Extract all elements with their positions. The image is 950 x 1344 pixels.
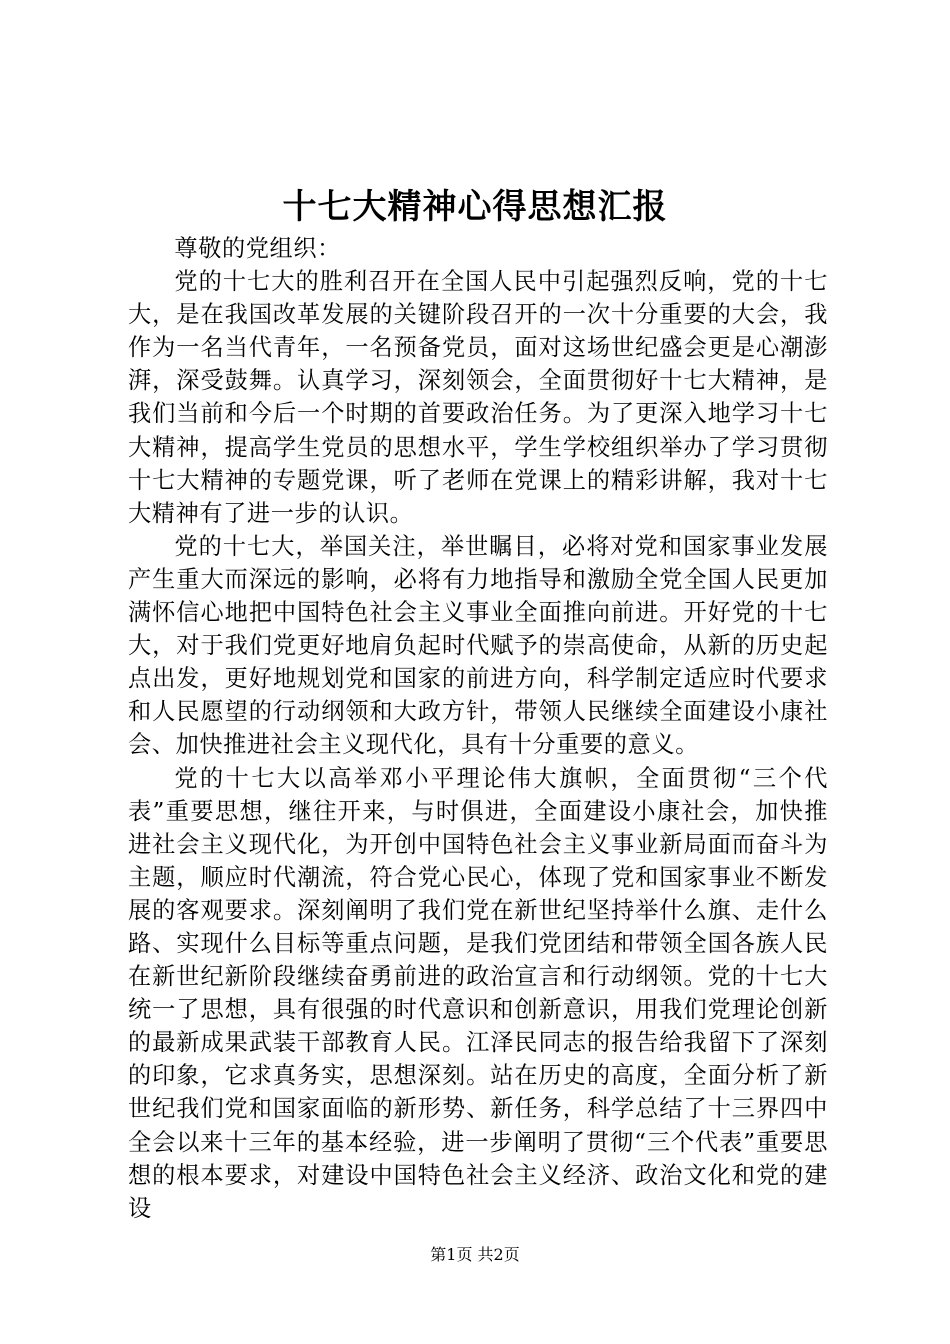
salutation: 尊敬的党组织：: [174, 235, 341, 262]
document-title: 十七大精神心得思想汇报: [282, 187, 668, 227]
paragraph-3: 党的十七大以高举邓小平理论伟大旗帜，全面贯彻“三个代表”重要思想，继往开来，与时俱进，全面建设小康社会，加快推进社会主义现代化，为开创中国特色社会主义事业新局面而奋斗为主题，顺应时代潮流，符合党心民心，体现了党和国家事业不断发展的客观要求。深刻阐明了我们党在新世纪坚持举什么旗、走什么路、实现什么目标等重点问题，是我们党团结和带领全国各族人民在新世纪新阶段继续奋勇前进的政治宣言和行动纲领。党的十七大统一了思想，具有很强的时代意识和创新意识，用我们党理论创新的最新成果武装干部教育人民。江泽民同志的报告给我留下了深刻的印象，它求真务实，思想深刻。站在历史的高度，全面分析了新世纪我们党和国家面临的新形势、新任务，科学总结了十三界四中全会以来十三年的基本经验，进一步阐明了贯彻“三个代表”重要思想的根本要求，对建设中国特色社会主义经济、政治文化和党的建设: [128, 764, 828, 1222]
page-footer: 第1页 共2页: [430, 1245, 520, 1264]
paragraph-1: 党的十七大的胜利召开在全国人民中引起强烈反响，党的十七大，是在我国改革发展的关键阶段召开的一次十分重要的大会，我作为一名当代青年，一名预备党员，面对这场世纪盛会更是心潮澎湃，深受鼓舞。认真学习，深刻领会，全面贯彻好十七大精神，是我们当前和今后一个时期的首要政治任务。为了更深入地学习十七大精神，提高学生党员的思想水平，学生学校组织举办了学习贯彻十七大精神的专题党课，听了老师在党课上的精彩讲解，我对十七大精神有了进一步的认识。: [128, 268, 828, 527]
paragraph-2: 党的十七大，举国关注，举世瞩目，必将对党和国家事业发展产生重大而深远的影响，必将有力地指导和激励全党全国人民更加满怀信心地把中国特色社会主义事业全面推向前进。开好党的十七大，对于我们党更好地肩负起时代赋予的崇高使命，从新的历史起点出发，更好地规划党和国家的前进方向，科学制定适应时代要求和人民愿望的行动纲领和大政方针，带领人民继续全面建设小康社会、加快推进社会主义现代化，具有十分重要的意义。: [128, 532, 828, 759]
document-body: [128, 232, 828, 1225]
